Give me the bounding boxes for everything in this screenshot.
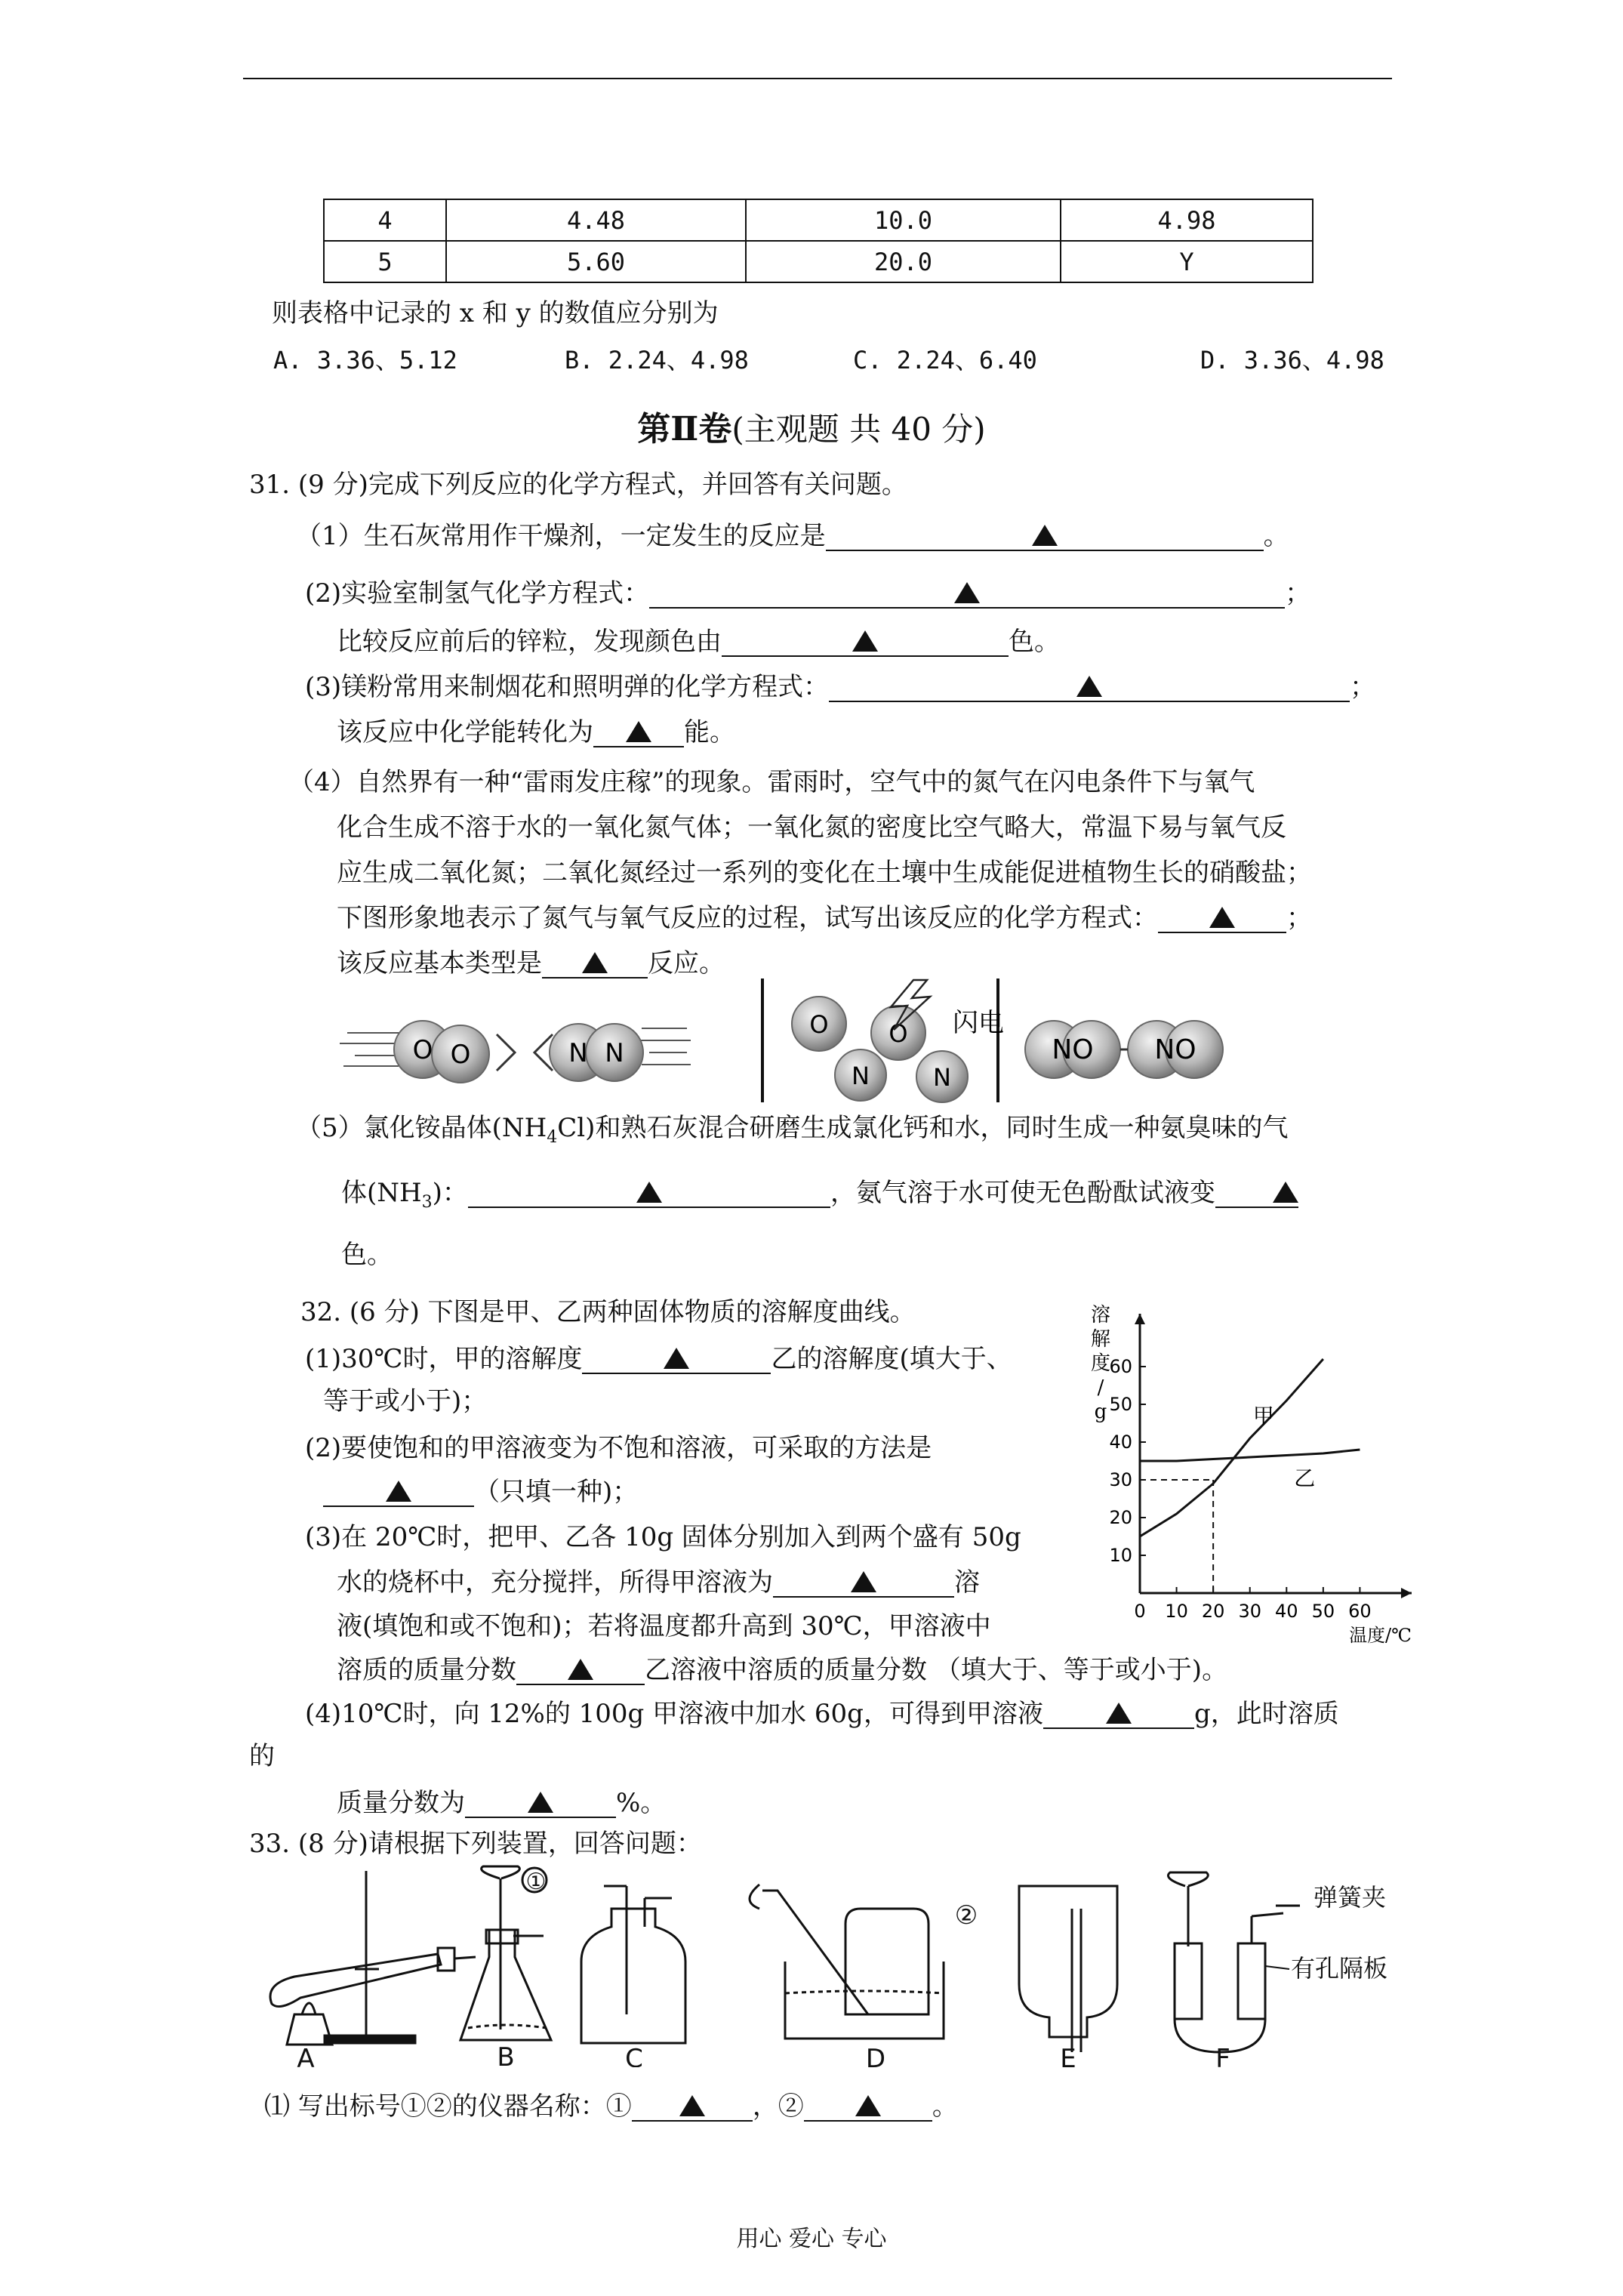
text: (3)镁粉常用来制烟花和照明弹的化学方程式：	[305, 672, 830, 702]
apparatus-f	[1169, 1872, 1301, 2052]
section-title	[0, 402, 1623, 450]
apparatus-label: F	[1215, 2044, 1230, 2067]
triangle-icon	[1273, 1182, 1298, 1203]
text: (2)实验室制氢气化学方程式：	[305, 578, 650, 609]
table-cell: 4.48	[446, 199, 746, 241]
q32-p4c	[337, 1788, 666, 1818]
q31-p2	[305, 578, 1310, 609]
text: %。	[616, 1788, 667, 1818]
q31-p4-line4	[337, 903, 1312, 933]
text: 。	[932, 2091, 958, 2122]
molecule-label: NO	[1154, 1034, 1196, 1065]
triangle-icon	[851, 1571, 876, 1592]
triangle-icon	[528, 1792, 553, 1813]
q32-p4b: 的	[249, 1741, 275, 1771]
answer-blank[interactable]	[773, 1569, 954, 1598]
q32-p2b	[323, 1477, 638, 1507]
text: （只填一种)；	[474, 1477, 639, 1507]
text: 乙溶液中溶质的质量分数 （填大于、等于或小于)。	[645, 1655, 1228, 1685]
data-table	[323, 199, 1313, 283]
apparatus-label: C	[625, 2044, 643, 2067]
answer-blank[interactable]	[1158, 905, 1286, 933]
x-tick-label: 10	[1165, 1601, 1188, 1622]
text: 质量分数为	[337, 1788, 465, 1818]
q31-p3	[305, 672, 1375, 702]
pointer-line	[1265, 1966, 1289, 1969]
atom-label: O	[450, 1040, 471, 1070]
option-d: D. 3.36、4.98	[1200, 346, 1384, 374]
x-axis-label: 温度/℃	[1349, 1625, 1412, 1646]
x-tick-label: 60	[1348, 1601, 1372, 1622]
q32-p2a: (2)要使饱和的甲溶液变为不饱和溶液，可采取的方法是	[305, 1433, 932, 1463]
table-row	[324, 241, 1313, 282]
text: 乙的溶解度(填大于、	[771, 1344, 1012, 1374]
text: (4)10℃时，向 12%的 100g 甲溶液中加水 60g，可得到甲溶液	[305, 1699, 1043, 1729]
y-axis-arrow-icon	[1135, 1314, 1145, 1324]
q31-p1	[296, 521, 1289, 551]
y-tick-label: 60	[1109, 1356, 1132, 1377]
q33-head: 33. (8 分)请根据下列装置，回答问题：	[249, 1829, 702, 1859]
answer-blank[interactable]	[323, 1478, 474, 1507]
q33-p1	[264, 2091, 958, 2122]
series-line	[1140, 1359, 1323, 1536]
molecule-label: NO	[1052, 1034, 1094, 1065]
q32-p3d	[337, 1655, 1227, 1685]
text: g，此时溶质	[1193, 1699, 1339, 1729]
atom-label: O	[888, 1019, 908, 1048]
marker-1: ①	[525, 1869, 547, 1895]
text: 下图形象地表示了氮气与氧气反应的过程，试写出该反应的化学方程式：	[337, 903, 1158, 933]
triangle-icon	[1032, 525, 1058, 546]
triangle-icon	[679, 2095, 705, 2116]
q31-p4-line2: 化合生成不溶于水的一氧化氮气体；一氧化氮的密度比空气略大，常温下易与氧气反	[337, 812, 1286, 843]
text: ，氨气溶于水可使无色酚酞试液变	[830, 1178, 1215, 1208]
triangle-icon	[582, 952, 608, 973]
q32-p3b	[337, 1567, 980, 1598]
text: 。	[1263, 521, 1289, 551]
table-cell: 20.0	[746, 241, 1061, 282]
text: ⑴ 写出标号①②的仪器名称：①	[264, 2091, 632, 2122]
q31-p5-line2	[341, 1178, 1298, 1218]
solubility-chart	[1087, 1299, 1419, 1646]
triangle-icon	[664, 1348, 689, 1369]
text: ；	[1350, 672, 1376, 702]
table-cell: 4	[324, 199, 446, 241]
table-cell: 5	[324, 241, 446, 282]
table-cell: 5.60	[446, 241, 746, 282]
y-axis-label: 溶	[1090, 1304, 1111, 1327]
y-tick-label: 50	[1109, 1394, 1132, 1415]
series-line	[1140, 1450, 1360, 1461]
answer-blank[interactable]	[582, 1345, 771, 1374]
q32-p3c: 液(填饱和或不饱和)；若将温度都升高到 30℃，甲溶液中	[337, 1611, 991, 1641]
q32-p3a: (3)在 20℃时，把甲、乙各 10g 固体分别加入到两个盛有 50g	[305, 1522, 1021, 1552]
text: （1）生石灰常用作干燥剂，一定发生的反应是	[296, 521, 826, 551]
q32-head: 32. (6 分) 下图是甲、乙两种固体物质的溶解度曲线。	[300, 1297, 916, 1327]
triangle-icon	[386, 1481, 411, 1502]
text: 该反应中化学能转化为	[337, 717, 593, 747]
answer-blank[interactable]	[722, 628, 1009, 657]
q30-stem: 则表格中记录的 x 和 y 的数值应分别为	[272, 298, 719, 328]
q31-p3b	[337, 717, 735, 747]
section-subtitle: (主观题 共 40 分)	[731, 411, 986, 448]
partition-label: 有孔隔板	[1291, 1954, 1388, 1983]
answer-blank[interactable]	[649, 580, 1285, 609]
text: ，②	[752, 2091, 804, 2122]
spring-clip-label: 弹簧夹	[1313, 1883, 1387, 1912]
triangle-icon	[855, 2095, 881, 2116]
x-axis-arrow-icon	[1401, 1588, 1412, 1598]
y-tick-label: 40	[1109, 1432, 1132, 1453]
triangle-icon	[1076, 676, 1102, 697]
apparatus-d	[750, 1885, 944, 2039]
atom-label: N	[852, 1062, 870, 1090]
triangle-icon	[1106, 1703, 1132, 1724]
marker-2: ②	[954, 1900, 978, 1931]
atom-label: N	[605, 1038, 624, 1068]
q31-p5-line3: 色。	[341, 1240, 393, 1270]
subscript: 4	[547, 1127, 558, 1147]
apparatus-label: D	[865, 2044, 886, 2067]
y-tick-label: 20	[1109, 1507, 1132, 1528]
apparatus-label: B	[497, 2042, 515, 2067]
triangle-icon	[568, 1659, 593, 1680]
option-a: A. 3.36、5.12	[273, 346, 457, 374]
answer-blank[interactable]	[1043, 1700, 1194, 1729]
text: 反应。	[648, 948, 725, 978]
q31-head: 31. (9 分)完成下列反应的化学方程式，并回答有关问题。	[249, 470, 907, 500]
x-tick-label: 40	[1275, 1601, 1298, 1622]
atom-label: O	[412, 1035, 433, 1065]
text: 该反应基本类型是	[337, 948, 542, 978]
x-tick-label: 30	[1238, 1601, 1261, 1622]
option-c: C. 2.24、6.40	[853, 346, 1037, 374]
x-tick-label: 20	[1201, 1601, 1225, 1622]
text: Cl)和熟石灰混合研磨生成氯化钙和水，同时生成一种氨臭味的气	[557, 1113, 1289, 1143]
text: 色。	[1009, 627, 1060, 657]
lightning-label: 闪电	[953, 1008, 1004, 1038]
atom-label: N	[568, 1038, 588, 1068]
triangle-icon	[626, 721, 651, 742]
text: 体(NH	[341, 1178, 422, 1208]
q32-p1a	[305, 1344, 1012, 1374]
option-b: B. 2.24、4.98	[565, 346, 749, 374]
text: )：	[432, 1178, 468, 1208]
x-tick-label: 50	[1311, 1601, 1335, 1622]
text: 溶	[954, 1567, 980, 1598]
y-axis-label: /	[1097, 1376, 1104, 1399]
answer-blank[interactable]	[826, 522, 1264, 551]
arrow-right-icon	[497, 1034, 515, 1071]
apparatus-a	[270, 1871, 476, 2045]
text: (1)30℃时，甲的溶解度	[305, 1344, 583, 1374]
atom-label: O	[809, 1010, 829, 1039]
q31-p4-line3: 应生成二氧化氮；二氧化氮经过一系列的变化在土壤中生成能促进植物生长的硝酸盐；	[337, 858, 1312, 888]
apparatus-label: A	[297, 2044, 315, 2067]
triangle-icon	[852, 630, 878, 652]
answer-blank[interactable]	[468, 1179, 830, 1208]
subscript: 3	[421, 1192, 433, 1212]
y-axis-label: g	[1094, 1401, 1107, 1423]
apparatus-c	[581, 1886, 685, 2043]
apparatus-figure	[249, 1863, 1427, 2067]
q31-p4-line1: （4）自然界有一种“雷雨发庄稼”的现象。雷雨时，空气中的氮气在闪电条件下与氧气	[288, 767, 1255, 797]
text: 能。	[684, 717, 735, 747]
series-label: 甲	[1252, 1404, 1274, 1428]
y-tick-label: 30	[1109, 1469, 1132, 1490]
answer-blank[interactable]	[465, 1789, 616, 1818]
series-label: 乙	[1294, 1465, 1316, 1491]
y-tick-label: 10	[1109, 1545, 1132, 1566]
header-rule	[243, 78, 1392, 79]
text: 水的烧杯中，充分搅拌，所得甲溶液为	[337, 1567, 773, 1598]
molecule-reaction-figure	[317, 974, 1268, 1110]
q31-p2b	[337, 627, 1060, 657]
y-axis-label: 度	[1090, 1352, 1111, 1375]
y-axis-label: 解	[1090, 1328, 1111, 1351]
page-footer: 用心 爱心 专心	[736, 2226, 887, 2252]
apparatus-e	[1019, 1886, 1117, 2052]
table-cell: 10.0	[746, 199, 1061, 241]
section-title-main: 第Ⅱ卷	[637, 410, 732, 448]
text: （5）氯化铵晶体(NH	[296, 1113, 547, 1143]
table-cell: 4.98	[1061, 199, 1313, 241]
q32-p4a	[305, 1699, 1339, 1729]
answer-blank[interactable]	[829, 673, 1350, 702]
answer-blank[interactable]	[804, 2093, 932, 2122]
table-row	[324, 199, 1313, 241]
atom-label: N	[933, 1063, 951, 1092]
table-cell: Y	[1061, 241, 1313, 282]
answer-blank[interactable]	[632, 2093, 753, 2122]
answer-blank[interactable]	[593, 719, 684, 747]
triangle-icon	[636, 1182, 662, 1203]
triangle-icon	[1209, 907, 1235, 928]
x-tick-label: 0	[1134, 1601, 1146, 1622]
triangle-icon	[954, 582, 980, 603]
q31-p5-line1	[296, 1113, 1288, 1153]
text: ；	[1285, 578, 1311, 609]
answer-blank[interactable]	[1215, 1179, 1298, 1208]
q32-p1c: 等于或小于)；	[323, 1386, 488, 1416]
apparatus-label: E	[1060, 2044, 1076, 2067]
text: ；	[1286, 903, 1312, 933]
answer-blank[interactable]	[516, 1657, 645, 1685]
text: 溶质的质量分数	[337, 1655, 516, 1685]
text: 比较反应前后的锌粒，发现颜色由	[337, 627, 722, 657]
